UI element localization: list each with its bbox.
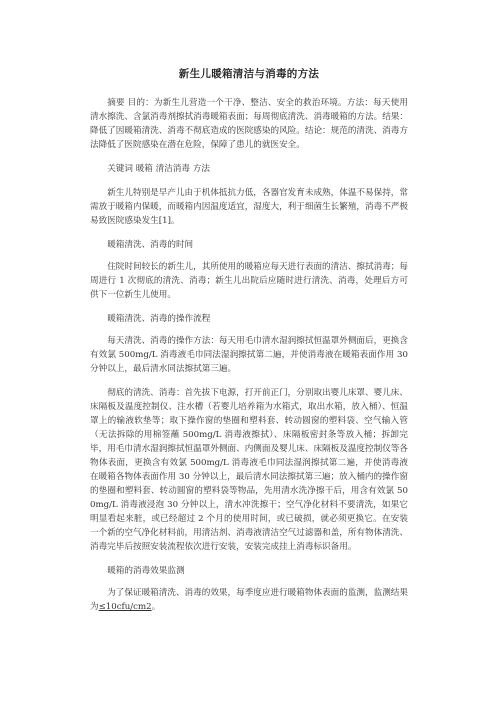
procedure-thorough-paragraph: 彻底的清洗、消毒：首先拔下电源，打开前正门，分别取出婴儿床罩、婴儿床、床隔板及温度控制仪、注水槽（若婴儿培养箱为水箱式，取出水箱，放入桶）、恒温罩上的输液软垫等；取下操作窗的垫圈和塑料套、转动圆窗的塑料袋、空气输入管（无法拆除的用棉签蘸 500mg/L 消毒液擦拭）、床隔板密封条等放入桶；拆卸完毕，用毛巾清水湿润擦拭恒温罩外侧面、内侧面及婴儿床、床隔板及温度控制仪等各物体表面，更换含有效氯 500mg/L 消毒液毛巾同法湿润擦拭第二遍，并使消毒液在暖箱各物体表面作用 30 分钟以上，最后清水同法擦拭第三遍；放入桶内的操作窗的垫圈和塑料套、转动圆窗的塑料袋等物品，先用清水洗净擦干后，用含有效氯 500mg/L 消毒液浸泡 30 分钟以上，清水冲洗擦干；空气净化材料不要清洗，如果它明显看起来脏，或已经超过 2 个月的使用时间，或已破损，就必须更换它。在安装一个新的空气净化材料前，用清洁剂、消毒液清洁空气过滤器和盖，所有物体清洗、消毒完毕后按照安装流程依次进行安装，安装完成挂上消毒标识备用。 [90, 388, 408, 552]
monitoring-text: 为了保证暖箱清洗、消毒的效果，每季度应进行暖箱物体表面的监测，监测结果为 [90, 588, 408, 612]
monitoring-threshold: ≤10cfu/cm2 [98, 602, 152, 612]
section-heading-monitoring: 暖箱的消毒效果监测 [107, 566, 185, 576]
monitoring-end: 。 [151, 602, 161, 612]
monitoring-paragraph [90, 586, 408, 614]
keywords-line: 关键词 暖箱 清洁消毒 方法 [107, 164, 210, 174]
section-time-paragraph: 住院时间较长的新生儿，其所使用的暖箱应每天进行表面的清洁、擦拭消毒；每周进行 1 次彻底的清洗、消毒；新生儿出院后应随时进行清洗、消毒，处理后方可供下一位新生儿使用。 [90, 262, 408, 300]
intro-paragraph: 新生儿特别是早产儿由于机体抵抗力低，各器官发育未成熟，体温不易保持，常需放于暖箱内保暖，而暖箱内因温度适宜，湿度大，利于细菌生长繁殖，消毒不严极易致医院感染发生[1]。 [90, 188, 408, 226]
document-title: 新生儿暖箱清洁与消毒的方法 [178, 68, 320, 80]
abstract-paragraph: 摘要 目的：为新生儿营造一个干净、整洁、安全的救治环境。方法：每天使用清水擦洗、含氯消毒剂擦拭消毒暖箱表面；每周彻底清洗、消毒暖箱的方法。结果：降低了因暖箱清洗、消毒不彻底造成的医院感染的风险。结论：规范的清洗、消毒方法降低了医院感染在潜在危险，保障了患儿的就医安全。 [90, 98, 408, 150]
procedure-daily-paragraph: 每天清洗、消毒的操作方法：每天用毛巾清水湿润擦拭恒温罩外侧面后，更换含有效氯 500mg/L 消毒液毛巾同法湿润擦拭第二遍，并使消毒液在暖箱表面作用 30 分钟以上，最后清水同法擦拭第三遍。 [90, 336, 408, 374]
section-heading-time: 暖箱清洗、消毒的时间 [107, 240, 194, 250]
section-heading-procedure: 暖箱清洗、消毒的操作流程 [107, 314, 211, 324]
